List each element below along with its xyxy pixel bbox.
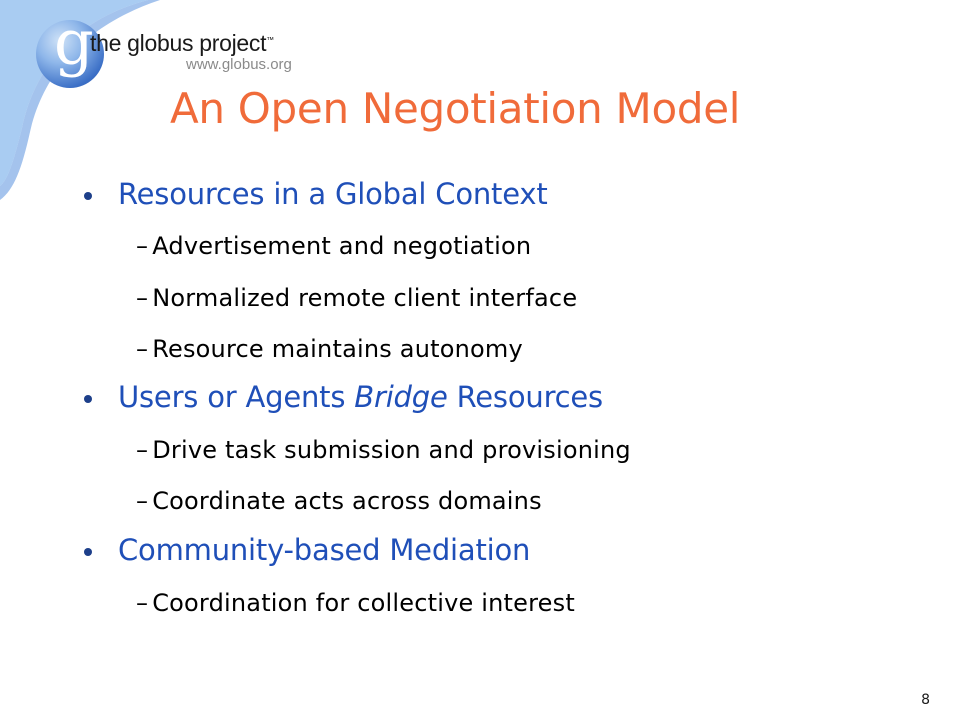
logo-g-mark: g — [54, 6, 94, 79]
sub-item: – Coordinate acts across domains — [136, 487, 542, 515]
slide-title: An Open Negotiation Model — [170, 84, 741, 133]
sub-item: – Coordination for collective interest — [136, 589, 575, 617]
page-number: 8 — [921, 692, 930, 708]
sub-item: – Normalized remote client interface — [136, 284, 578, 312]
logo-url: www.globus.org — [186, 56, 292, 73]
bullet-text: Users or Agents Bridge Resources — [118, 380, 603, 414]
bullet-dot-icon — [84, 548, 92, 556]
logo-trademark: ™ — [266, 35, 274, 45]
sub-item: – Drive task submission and provisioning — [136, 436, 631, 464]
logo-name-text: the globus project — [90, 30, 267, 56]
bullet-dot-icon — [84, 192, 92, 200]
bullet-text: Community-based Mediation — [118, 533, 531, 567]
bullet-text: Resources in a Global Context — [118, 177, 548, 211]
logo-name — [90, 30, 274, 57]
sub-item: – Advertisement and negotiation — [136, 232, 532, 260]
bullet-dot-icon — [84, 395, 92, 403]
sub-item: – Resource maintains autonomy — [136, 335, 523, 363]
